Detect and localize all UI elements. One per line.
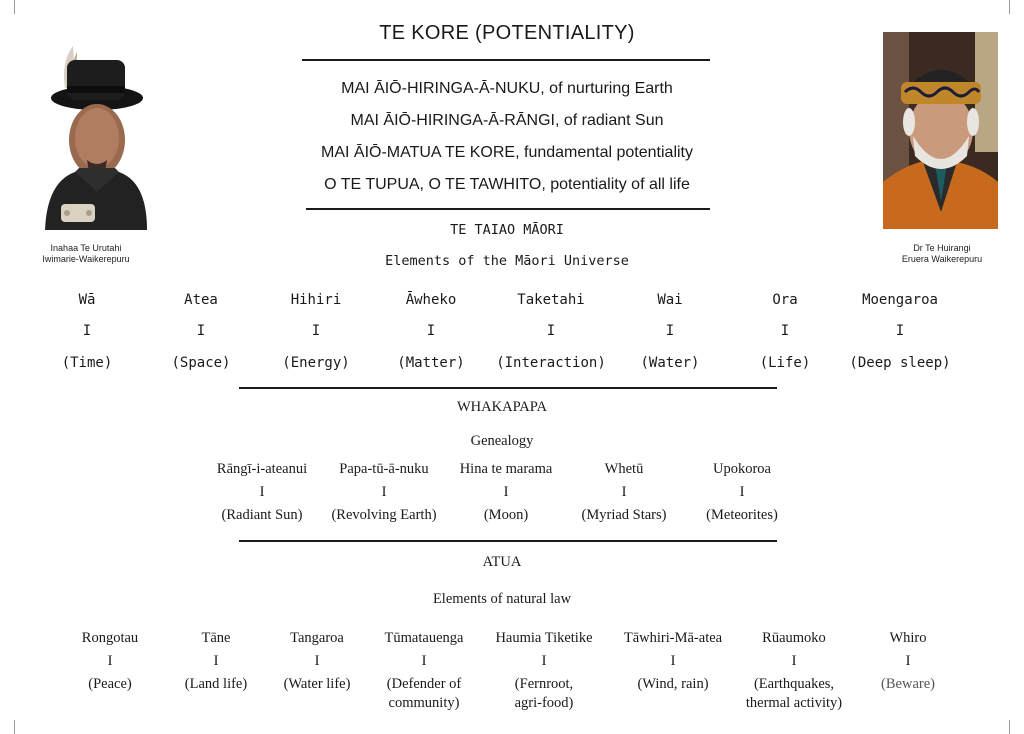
atua-item-name: Tūmatauenga	[384, 630, 464, 646]
whakapapa-divider	[239, 540, 777, 542]
caption-name: Iwimarie-Waikerepuru	[42, 254, 130, 264]
taiao-item-separator: I	[311, 323, 321, 339]
taiao-item-name: Wā	[78, 292, 96, 308]
page-title: TE KORE (POTENTIALITY)	[379, 22, 635, 44]
intro-line: MAI ĀIŌ-HIRINGA-Ā-RĀNGI, of radiant Sun	[350, 112, 664, 129]
portrait-photo-left	[25, 42, 147, 230]
intro-line: MAI ĀIŌ-HIRINGA-Ā-NUKU, of nurturing Earth	[341, 80, 673, 97]
whakapapa-item-separator: I	[381, 484, 387, 500]
atua-item-meaning-line2: thermal activity)	[745, 695, 843, 711]
intro-divider	[306, 208, 710, 210]
taiao-item-separator: I	[196, 323, 206, 339]
atua-heading: ATUA	[482, 554, 522, 570]
atua-item-meaning: (Defender of	[386, 676, 462, 692]
whakapapa-item-name: Upokoroa	[713, 461, 771, 477]
crop-mark	[0, 0, 15, 14]
atua-item-meaning: (Fernroot,	[514, 676, 574, 692]
whakapapa-item-meaning: (Radiant Sun)	[221, 507, 303, 523]
taiao-item-name: Taketahi	[517, 292, 585, 308]
whakapapa-item-meaning: (Moon)	[483, 507, 529, 523]
portrait-photo-right	[883, 32, 998, 229]
taiao-item-separator: I	[895, 323, 905, 339]
intro-line: O TE TUPUA, O TE TAWHITO, potentiality of all life	[324, 176, 690, 193]
taiao-item-name: Atea	[184, 292, 218, 308]
atua-item-name: Whiro	[889, 630, 927, 646]
whakapapa-heading: WHAKAPAPA	[457, 399, 547, 415]
atua-item-name: Tangaroa	[290, 630, 344, 646]
atua-item-name: Rūaumoko	[762, 630, 826, 646]
taiao-item-meaning: (Water)	[640, 355, 700, 371]
caption-name: Inahaa Te Urutahi	[50, 243, 122, 253]
whakapapa-item-separator: I	[621, 484, 627, 500]
crop-mark	[1009, 720, 1024, 734]
atua-item-meaning-line2: agri-food)	[514, 695, 574, 711]
atua-item-name: Haumia Tiketike	[495, 630, 593, 646]
portrait-caption-right	[866, 243, 1018, 265]
atua-item-meaning: (Peace)	[88, 676, 132, 692]
whakapapa-item-name: Hina te marama	[459, 461, 553, 477]
whakapapa-item-separator: I	[739, 484, 745, 500]
taiao-item-meaning: (Life)	[759, 355, 811, 371]
taiao-item-separator: I	[82, 323, 92, 339]
whakapapa-item-name: Rāngī-i-ateanui	[216, 461, 308, 477]
atua-item-meaning-line2: community)	[388, 695, 460, 711]
atua-item-separator: I	[791, 653, 797, 669]
portrait-left-image	[25, 42, 147, 230]
taiao-item-meaning: (Deep sleep)	[849, 355, 951, 371]
whakapapa-item-name: Papa-tū-ā-nuku	[339, 461, 429, 477]
atua-item-meaning: (Beware)	[881, 676, 935, 692]
intro-line: MAI ĀIŌ-MATUA TE KORE, fundamental potentiality	[321, 144, 693, 161]
whakapapa-item-meaning: (Meteorites)	[706, 507, 778, 523]
taiao-item-name: Ora	[772, 292, 798, 308]
taiao-item-meaning: (Space)	[171, 355, 231, 371]
taiao-heading: TE TAIAO MĀORI	[450, 222, 564, 238]
taiao-divider	[239, 387, 777, 389]
atua-item-name: Rongotau	[81, 630, 139, 646]
taiao-item-meaning: (Interaction)	[496, 355, 606, 371]
taiao-item-name: Wai	[657, 292, 683, 308]
atua-item-separator: I	[421, 653, 427, 669]
title-divider	[302, 59, 710, 61]
atua-item-meaning: (Wind, rain)	[637, 676, 709, 692]
whakapapa-item-separator: I	[259, 484, 265, 500]
taiao-item-separator: I	[426, 323, 436, 339]
caption-name: Dr Te Huirangi	[913, 243, 971, 253]
taiao-item-meaning: (Matter)	[397, 355, 465, 371]
atua-item-meaning: (Earthquakes,	[753, 676, 835, 692]
taiao-item-meaning: (Time)	[61, 355, 113, 371]
atua-item-separator: I	[670, 653, 676, 669]
atua-item-separator: I	[213, 653, 219, 669]
whakapapa-item-meaning: (Revolving Earth)	[331, 507, 437, 523]
taiao-item-name: Āwheko	[405, 292, 457, 308]
portrait-right-image	[883, 32, 998, 229]
atua-item-separator: I	[314, 653, 320, 669]
taiao-item-name: Hihiri	[290, 292, 342, 308]
taiao-item-separator: I	[546, 323, 556, 339]
whakapapa-item-name: Whetū	[604, 461, 644, 477]
caption-name: Eruera Waikerepuru	[901, 254, 983, 264]
atua-item-name: Tāne	[201, 630, 231, 646]
taiao-item-separator: I	[665, 323, 675, 339]
atua-item-separator: I	[107, 653, 113, 669]
taiao-item-meaning: (Energy)	[282, 355, 350, 371]
whakapapa-item-meaning: (Myriad Stars)	[581, 507, 667, 523]
atua-item-name: Tāwhiri-Mā-atea	[623, 630, 723, 646]
atua-item-separator: I	[541, 653, 547, 669]
taiao-item-name: Moengaroa	[862, 292, 938, 308]
taiao-item-separator: I	[780, 323, 790, 339]
taiao-subheading: Elements of the Māori Universe	[385, 253, 629, 269]
atua-item-meaning: (Water life)	[283, 676, 351, 692]
whakapapa-item-separator: I	[503, 484, 509, 500]
atua-subheading: Elements of natural law	[432, 591, 572, 607]
whakapapa-subheading: Genealogy	[470, 433, 534, 449]
crop-mark	[1009, 0, 1024, 14]
crop-mark	[0, 720, 15, 734]
portrait-caption-left	[10, 243, 162, 265]
atua-item-separator: I	[905, 653, 911, 669]
atua-item-meaning: (Land life)	[184, 676, 248, 692]
